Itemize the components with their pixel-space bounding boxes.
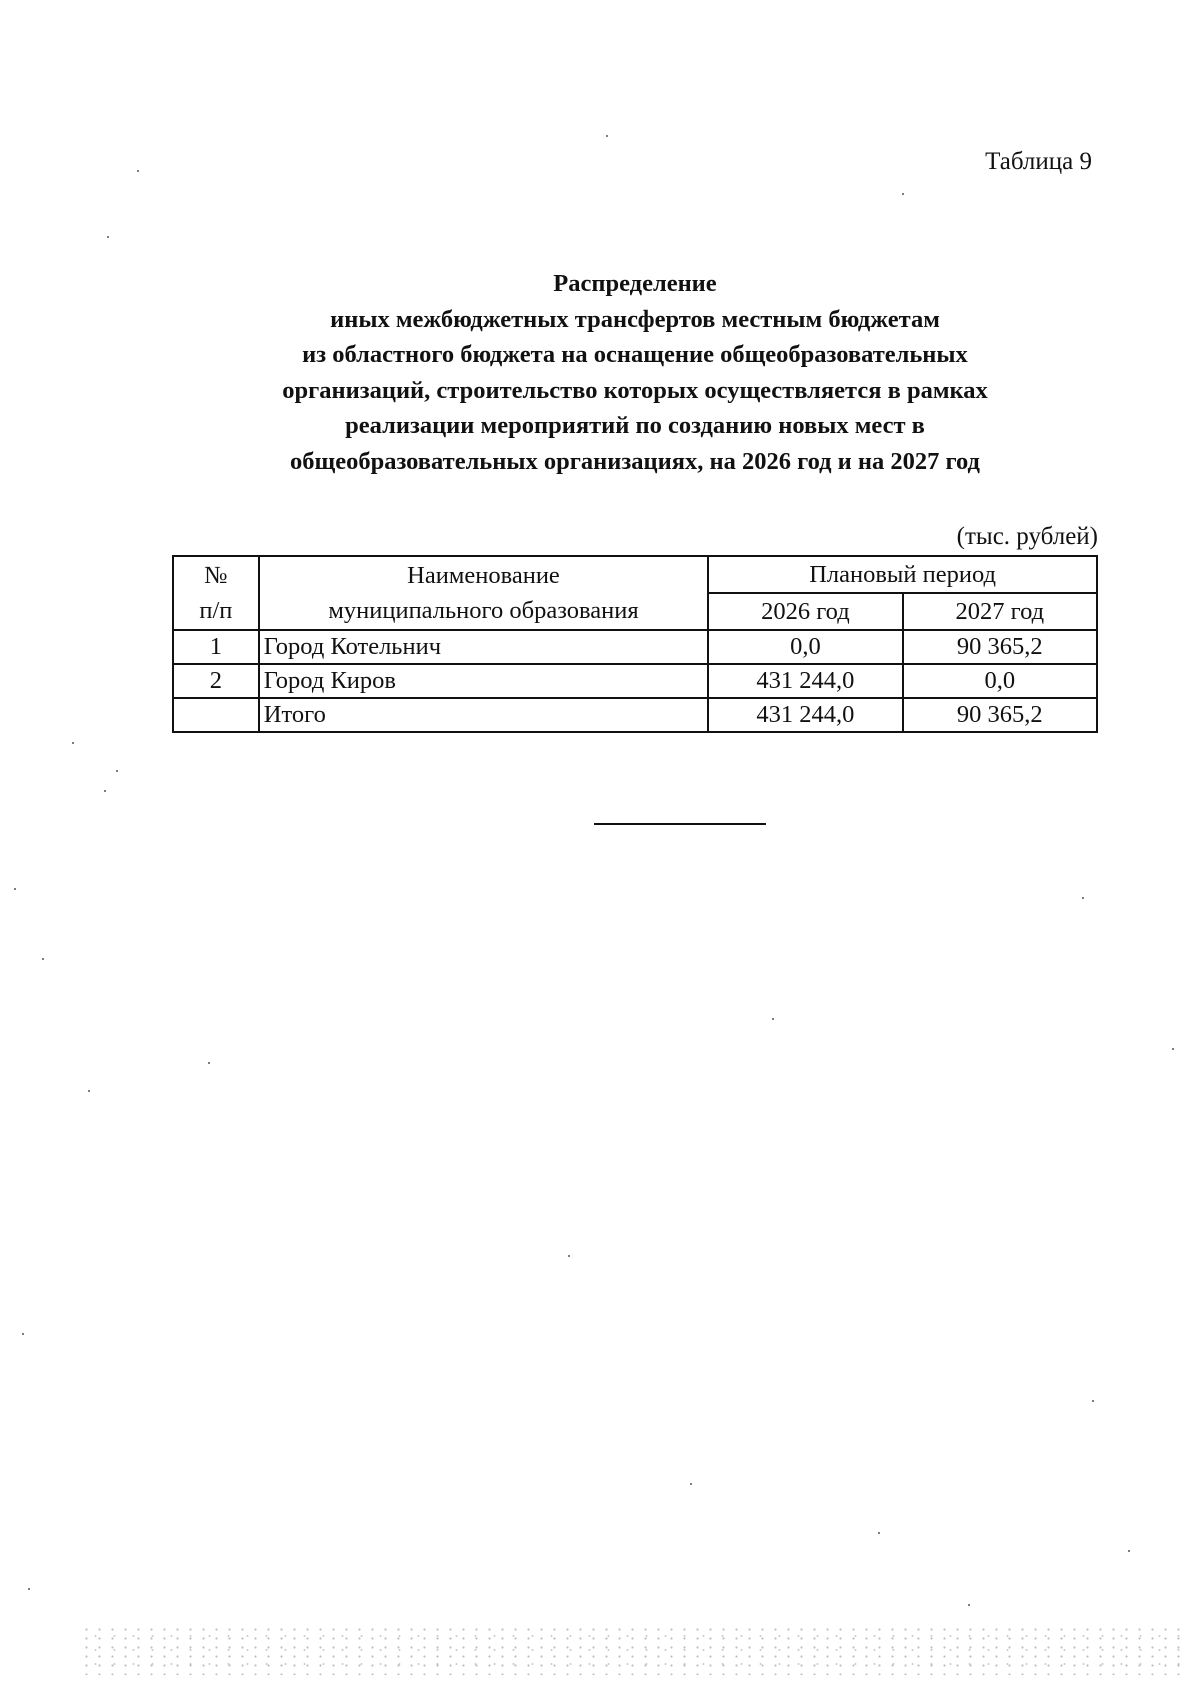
row-value-2026: 0,0 xyxy=(708,630,902,664)
table-total-row xyxy=(173,698,1097,732)
row-municipality: Город Котельнич xyxy=(259,630,708,664)
scan-speck xyxy=(137,170,139,172)
scan-speck xyxy=(28,1588,30,1590)
total-value-2026: 431 244,0 xyxy=(708,698,902,732)
scan-noise-band xyxy=(80,1625,1180,1675)
header-year-2026: 2026 год xyxy=(708,593,902,630)
title-line: общеобразовательных организациях, на 2026 год и на 2027 год xyxy=(290,447,980,475)
header-planned-period: Плановый период xyxy=(708,556,1097,593)
scan-speck xyxy=(104,790,106,792)
scan-speck xyxy=(14,888,16,890)
scan-speck xyxy=(968,1604,970,1606)
header-number xyxy=(173,556,259,630)
title-line: организаций, строительство которых осуществляется в рамках xyxy=(282,376,988,404)
table-row xyxy=(173,630,1097,664)
scan-speck xyxy=(606,135,608,137)
header-municipality-line2: муниципального образования xyxy=(328,597,639,624)
scan-speck xyxy=(116,770,118,772)
scan-speck xyxy=(1128,1550,1130,1552)
header-municipality xyxy=(259,556,708,630)
end-of-document-rule xyxy=(594,823,766,825)
row-value-2027: 90 365,2 xyxy=(903,630,1097,664)
total-value-2027: 90 365,2 xyxy=(903,698,1097,732)
title-line: реализации мероприятий по созданию новых мест в xyxy=(345,412,925,439)
units-label: (тыс. рублей) xyxy=(956,523,1098,550)
table-row xyxy=(173,664,1097,698)
transfers-table xyxy=(172,555,1098,733)
scan-speck xyxy=(208,1062,210,1064)
scan-speck xyxy=(690,1483,692,1485)
header-municipality-line1: Наименование xyxy=(407,562,560,589)
scan-speck xyxy=(1082,897,1084,899)
total-label: Итого xyxy=(259,698,708,732)
scan-speck xyxy=(878,1532,880,1534)
header-number-line1: № xyxy=(204,562,228,589)
header-number-line2: п/п xyxy=(199,597,233,624)
scan-speck xyxy=(107,236,109,238)
scan-speck xyxy=(22,1333,24,1335)
scan-speck xyxy=(72,742,74,744)
table-number-label: Таблица 9 xyxy=(985,148,1092,175)
title-line: иных межбюджетных трансфертов местным бюджетам xyxy=(330,305,940,333)
scan-speck xyxy=(42,958,44,960)
row-number: 2 xyxy=(173,664,259,698)
scan-speck xyxy=(568,1255,570,1257)
scan-speck xyxy=(1172,1048,1174,1050)
title-line: из областного бюджета на оснащение общеобразовательных xyxy=(302,341,968,368)
row-number: 1 xyxy=(173,630,259,664)
scan-speck xyxy=(772,1018,774,1020)
row-municipality: Город Киров xyxy=(259,664,708,698)
scan-speck xyxy=(902,193,904,195)
row-value-2027: 0,0 xyxy=(903,664,1097,698)
scan-speck xyxy=(88,1090,90,1092)
header-year-2027: 2027 год xyxy=(903,593,1097,630)
document-title xyxy=(150,266,1120,479)
scan-speck xyxy=(1092,1400,1094,1402)
title-line: Распределение xyxy=(553,270,717,297)
row-value-2026: 431 244,0 xyxy=(708,664,902,698)
total-number xyxy=(173,698,259,732)
table-header-row xyxy=(173,556,1097,593)
